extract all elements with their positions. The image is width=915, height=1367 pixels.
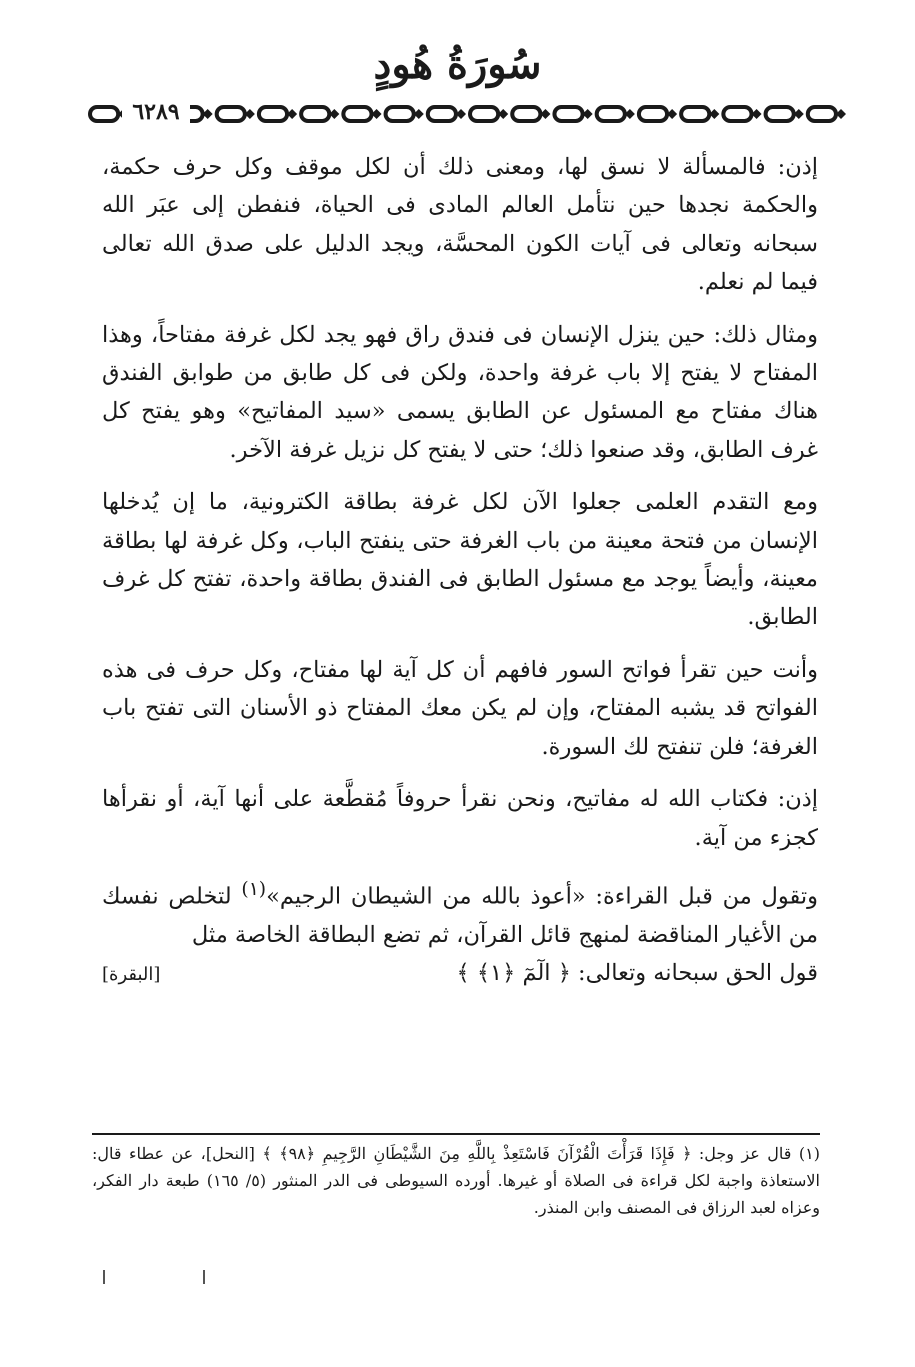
verse-line [102, 954, 818, 994]
chain-link-icon [90, 107, 118, 121]
footnotes [92, 1140, 820, 1221]
paragraph [102, 148, 818, 302]
chain-link-icon [808, 107, 836, 121]
scan-artifact [203, 1270, 205, 1284]
chain-link-icon [301, 107, 329, 121]
chain-link-icon [681, 107, 709, 121]
paragraph [102, 483, 818, 637]
paragraph-text: وأنت حين تقرأ فواتح السور فافهم أن كل آية لها مفتاح، وكل حرف فى هذه الفواتح قد يشبه المفتاح، وإن لم يكن معك المفتاح ذو الأسنان التى تفتح باب الغرفة؛ فلن تنفتح لك السورة. [102, 656, 818, 760]
paragraph-text: ومثال ذلك: حين ينزل الإنسان فى فندق راق فهو يجد لكل غرفة مفتاحاً، وهذا المفتاح لا يفتح إلا باب غرفة واحدة، ولكن فى كل طابق من طوابق الفندق هناك مفتاح مع المسئول عن الطابق يسمى «سيد المفاتيح» وهو يفتح كل غرف الطابق، وقد صنعوا ذلك؛ حتى لا يفتح كل نزيل غرفة الآخر. [102, 321, 819, 463]
chain-link-icon [766, 107, 794, 121]
chain-ornament-border-icon [86, 97, 846, 131]
chain-link-icon [639, 107, 667, 121]
diamond-icon [667, 109, 677, 119]
diamond-icon [287, 109, 297, 119]
paragraph [102, 651, 818, 766]
scan-artifact [103, 1270, 105, 1284]
paragraph-text-part: وتقول من قبل القراءة: «أعوذ بالله من الشيطان الرجيم» [266, 883, 818, 910]
diamond-icon [498, 109, 508, 119]
chain-link-icon [217, 107, 245, 121]
chain-link-icon [343, 107, 371, 121]
footnote-marker[interactable]: (١) [241, 878, 267, 900]
chain-link-icon [428, 107, 456, 121]
surah-title: سُورَةُ هُودٍ [373, 41, 542, 88]
chain-link-icon [597, 107, 625, 121]
paragraph [102, 316, 818, 470]
diamond-icon [794, 109, 804, 119]
paragraph-text [102, 871, 818, 954]
chain-link-icon [554, 107, 582, 121]
chain-link-icon [386, 107, 414, 121]
chain-link-icon [723, 107, 751, 121]
diamond-icon [752, 109, 762, 119]
verse-citation: قول الحق سبحانه وتعالى: ﴿ الٓمٓ ﴿١﴾ ﴾ [456, 960, 818, 987]
page-number: ٦٢٨٩ [122, 96, 190, 128]
diamond-icon [625, 109, 635, 119]
paragraph-final [102, 871, 818, 995]
diamond-icon [372, 109, 382, 119]
main-text [102, 148, 818, 1009]
paragraph-text: ومع التقدم العلمى جعلوا الآن لكل غرفة بطاقة الكترونية، ما إن يُدخلها الإنسان من فتحة معينة من باب الغرفة حتى ينفتح الباب، وكل غرفة لها بطاقة معينة، وأيضاً يوجد مع مسئول الطابق فى الفندق بطاقة واحدة، تفتح كل غرف الطابق. [102, 489, 818, 631]
diamond-icon [203, 109, 213, 119]
diamond-icon [836, 109, 846, 119]
paragraph-text-part: لتخلص نفسك من الأغيار المناقضة لمنهج قائل القرآن، ثم تضع البطاقة الخاصة مثل [102, 883, 818, 948]
paragraph-text: إذن: فكتاب الله له مفاتيح، ونحن نقرأ حروفاً مُقطَّعة على أنها آية، أو نقرأها كجزء من آية. [102, 786, 818, 851]
chain-link-icon [259, 107, 287, 121]
chain-link-icon [470, 107, 498, 121]
chain-link-icon [512, 107, 540, 121]
surah-reference: [البقرة] [102, 964, 161, 986]
diamond-icon [329, 109, 339, 119]
paragraph-text: إذن: فالمسألة لا نسق لها، ومعنى ذلك أن لكل موقف وكل حرف حكمة، والحكمة نجدها حين نتأمل العالم المادى فى الحياة، فنفطن إلى عبَر الله سبحانه وتعالى فى آيات الكون المحسَّة، ويجد الدليل على صدق الله تعالى فيما لم نعلم. [102, 154, 818, 296]
footnote: (١) قال عز وجل: ﴿ فَإِذَا قَرَأْتَ الْقُرْآنَ فَاسْتَعِذْ بِاللَّهِ مِنَ الشَّيْطَانِ الرَّجِيمِ ﴿٩٨﴾ ﴾ [النحل]، عن عطاء قال: الاستعاذة واجبة لكل قراءة فى الصلاة أو غيرها. أورده السيوطى فى الدر المنثور (٥/ ١٦٥) طبعة دار الفكر، وعزاه لعبد الرزاق فى المصنف وابن المنذر. [92, 1144, 821, 1217]
diamond-icon [456, 109, 466, 119]
diamond-icon [583, 109, 593, 119]
diamond-icon [540, 109, 550, 119]
paragraph [102, 780, 818, 857]
diamond-icon [709, 109, 719, 119]
diamond-icon [414, 109, 424, 119]
diamond-icon [245, 109, 255, 119]
footnote-divider [92, 1133, 820, 1135]
